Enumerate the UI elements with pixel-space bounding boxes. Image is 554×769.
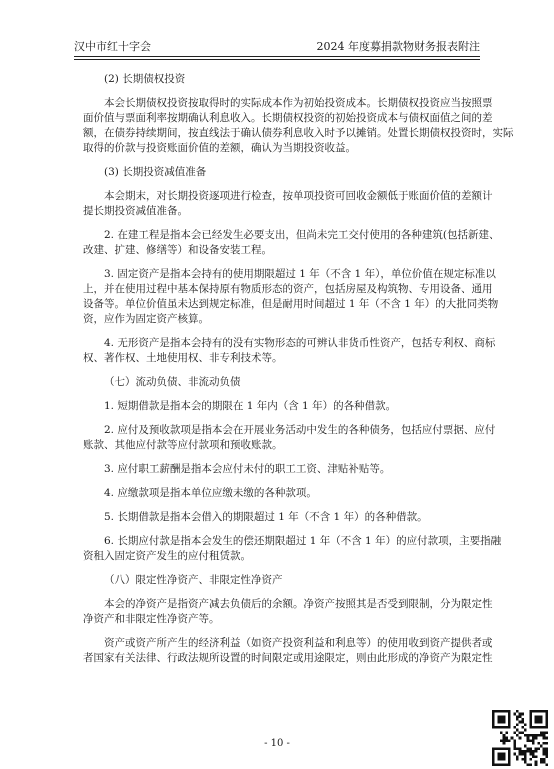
paragraph-gap [83, 258, 483, 267]
text-line: 资产或资产所产生的经济利益（如资产投资利益和利息等）的使用收到资产提供者或 [104, 637, 493, 649]
text-line: 额，在债券持续期间，按直线法于确认债券利息收入时予以摊销。处置长期债权投资时，实际 [83, 127, 514, 139]
paragraph-gap [83, 588, 483, 597]
text-line: （七）流动负债、非流动负债 [104, 376, 241, 388]
text-line: 3. 应付职工薪酬是指本会应付未付的职工工资、津贴补贴等。 [104, 463, 391, 475]
paragraph-gap [83, 453, 483, 462]
text-line: 2. 应付及预收款项是指本会在开展业务活动中发生的各种债务，包括应付票据、应付 [104, 424, 496, 436]
paragraph-gap [83, 87, 483, 96]
text-line: 资，应作为固定资产核算。 [83, 313, 209, 325]
text-line: 6. 长期应付款是指本会发生的偿还期限超过 1 年（不含 1 年）的应付款项，主要指融 [104, 535, 502, 547]
text-line: 权、著作权、土地使用权、非专利技术等。 [83, 352, 283, 364]
paragraph-gap [83, 564, 483, 573]
text-line: 取得的价款与投资账面价值的差额，确认为当期投资收益。 [83, 142, 356, 154]
text-line: 提长期投资减值准备。 [83, 205, 188, 217]
paragraph-gap [83, 390, 483, 399]
qr-code-image [492, 710, 548, 766]
text-line: 改建、扩建、修缮等）和设备安装工程。 [83, 244, 272, 256]
paragraph-gap [83, 525, 483, 534]
text-line: （八）限定性净资产、非限定性净资产 [104, 574, 283, 586]
text-line: 账款、其他应付款等应付款项和预收账款。 [83, 439, 283, 451]
text-line: 设备等。单位价值虽未达到规定标准，但是耐用时间超过 1 年（不含 1 年）的大批同类物 [83, 298, 499, 310]
text-line: 3. 固定资产是指本会持有的使用期限超过 1 年（不含 1 年），单位价值在规定标准以 [104, 268, 496, 280]
text-line: 4. 应缴款项是指本单位应缴未缴的各种款项。 [104, 487, 317, 499]
text-line: 面价值与票面利率按期确认利息收入。长期债权投资的初始投资成本与债权面值之间的差 [83, 112, 493, 124]
text-line: 4. 无形资产是指本会持有的没有实物形态的可辨认非货币性资产，包括专利权、商标 [104, 337, 496, 349]
paragraph-gap [83, 477, 483, 486]
text-line: 者国家有关法律、行政法规所设置的时间限定或用途限定，则由此形成的净资产为限定性 [83, 652, 493, 664]
text-line: 2. 在建工程是指本会已经发生必要支出，但尚未完工交付使用的各种建筑(包括新建、 [104, 229, 500, 241]
text-line: 本会长期债权投资按取得时的实际成本作为初始投资成本。长期债权投资应当按照票 [104, 97, 493, 109]
paragraph-gap [83, 501, 483, 510]
paragraph-gap [83, 366, 483, 375]
paragraph-gap [83, 627, 483, 636]
text-line: 上，并在使用过程中基本保持原有物质形态的资产，包括房屋及构筑物、专用设备、通用 [83, 283, 493, 295]
paragraph-gap [83, 327, 483, 336]
page-number: - 10 - [264, 738, 290, 749]
text-line: 资租入固定资产发生的应付租赁款。 [83, 550, 251, 562]
text-line: (3) 长期投资减值准备 [104, 166, 207, 178]
paragraph-gap [83, 414, 483, 423]
text-line: 净资产和非限定性净资产等。 [83, 613, 220, 625]
text-line: (2) 长期债权投资 [104, 73, 186, 85]
text-line: 5. 长期借款是指本会借入的期限超过 1 年（不含 1 年）的各种借款。 [104, 511, 428, 523]
text-line: 本会的净资产是指资产减去负债后的余额。净资产按照其是否受到限制，分为限定性 [104, 598, 493, 610]
report-title: 2024 年度募捐款物财务报表附注 [316, 40, 480, 53]
paragraph-gap [83, 156, 483, 165]
organization-name: 汉中市红十字会 [74, 40, 151, 53]
text-line: 1. 短期借款是指本会的期限在 1 年内（含 1 年）的各种借款。 [104, 400, 397, 412]
paragraph-gap [83, 219, 483, 228]
page-header [74, 38, 480, 54]
body-text [83, 72, 514, 666]
text-line: 本会期末，对长期投资逐项进行检查，按单项投资可回收金额低于账面价值的差额计 [104, 190, 493, 202]
header-rule [74, 56, 480, 57]
header-rule-thin [74, 59, 480, 60]
paragraph-gap [83, 180, 483, 189]
